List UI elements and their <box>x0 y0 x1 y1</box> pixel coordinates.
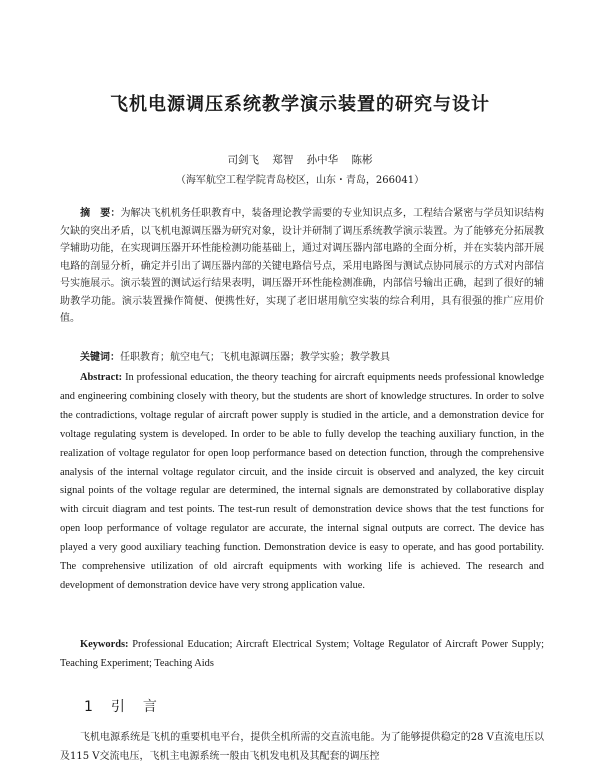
paper-title: 飞机电源调压系统教学演示装置的研究与设计 <box>110 94 490 115</box>
chinese-keywords <box>60 349 544 367</box>
section-title: 引 言 <box>110 699 159 715</box>
introduction-paragraph <box>60 728 544 766</box>
english-keywords-label: Keywords: <box>80 639 129 650</box>
chinese-abstract <box>60 205 544 328</box>
chinese-abstract-label: 摘 要： <box>80 208 121 219</box>
section-number: 1 <box>84 699 95 715</box>
english-keywords <box>60 636 544 674</box>
english-keywords-text: Professional Education; Aircraft Electrical System; Voltage Regulator of Aircraft Power Supply; Teaching Experiment; Teaching Aids <box>60 639 544 669</box>
english-abstract-text: In professional education, the theory teaching for aircraft equipments needs professional knowledge and engineering combining closely with theory, but the students are short of knowledge structures. In order to solve the contradictions, voltage regular of aircraft power supply is studied in the article, and a demonstration device for voltage regulating system is developed. In order to be able to fully develop the teaching auxiliary function, in the realization of voltage regulator for open loop performance based on detection function, through the comprehensive analysis of the internal voltage regulator circuit, and the inside circuit is observed and analyzed, the key circuit signal points of the voltage regular are determined, the internal signals are demonstrated by collaborative display with circuit diagram and test points. The test-run result of demonstration device shows that the test functions for open loop performance of voltage regulator are accurate, the internal signal outputs are correct. The device has played a very good auxiliary teaching function. Demonstration device is easy to operate, and has good portability. The comprehensive utilization of old aircraft equipments with working life is achieved. The research and development of demonstration device have very strong application value. <box>60 372 544 591</box>
section-heading-introduction <box>84 696 159 716</box>
chinese-abstract-text: 为解决飞机机务任职教育中，装备理论教学需要的专业知识点多，工程结合紧密与学员知识结构欠缺的突出矛盾，以飞机电源调压器为研究对象，设计并研制了调压系统教学演示装置。为了能够充分拓展教学辅助功能，在实现调压器开环性能检测功能基础上，通过对调压器内部电路的全面分析，并在实装内部开展电路的剖显分析，确定并引出了调压器内部的关键电路信号点，采用电路图与测试点协同展示的方式对内部信号实施展示。演示装置的测试运行结果表明，调压器开环性能检测准确，内部信号输出正确，起到了很好的辅助教学功能。演示装置操作简便、便携性好，实现了老旧堪用航空实装的综合利用，具有很强的推广应用价值。 <box>60 208 545 324</box>
author-list: 司剑飞 郑智 孙中华 陈彬 <box>227 154 373 166</box>
chinese-keywords-label: 关键词： <box>80 352 120 363</box>
author-affiliation: （海军航空工程学院青岛校区，山东・青岛，266041） <box>175 175 425 186</box>
chinese-keywords-text: 任职教育；航空电气；飞机电源调压器；教学实验；教学教具 <box>120 352 390 363</box>
introduction-text: 飞机电源系统是飞机的重要机电平台，提供全机所需的交直流电能。为了能够提供稳定的28 V直流电压以及115 V交流电压，飞机主电源系统一般由飞机发电机及其配套的调压控 <box>60 732 544 762</box>
english-abstract-label: Abstract: <box>80 372 123 383</box>
english-abstract <box>60 369 544 596</box>
